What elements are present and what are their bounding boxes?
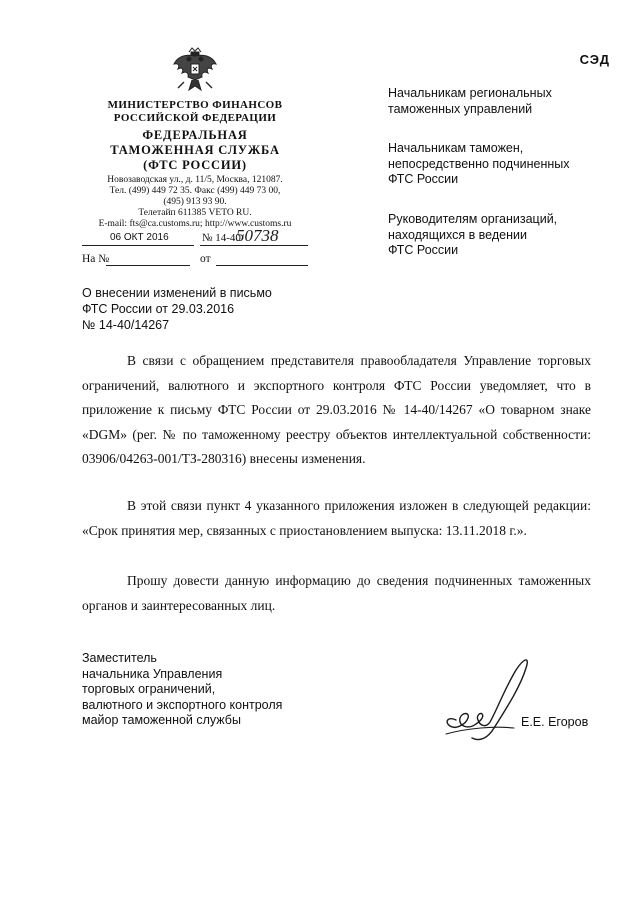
addressee-organizations: Руководителям организаций, находящихся в ведении ФТС России xyxy=(388,212,558,257)
registration-number-handwritten: 50738 xyxy=(236,226,279,245)
sed-mark: СЭД xyxy=(579,52,610,67)
double-headed-eagle-emblem-icon xyxy=(172,46,218,96)
body-paragraph-1: В связи с обращением представителя правообладателя Управление торговых ограничений, валютного и экспортного контроля ФТС России уведомляет, что в приложение к письму ФТС России от 29.03.2016 № 14-40/14267 «О товарном знаке «DGM» (рег. № по таможенному реестру объектов интеллектуальной собственности: 03906/04263-001/ТЗ-280316) внесены изменения. xyxy=(82,353,591,466)
letter-subject: О внесении изменений в письмо ФТС России от 29.03.2016 № 14-40/14267 xyxy=(82,286,272,332)
reference-number-line xyxy=(106,265,190,266)
contact-email-web: E-mail: fts@ca.customs.ru; http://www.customs.ru xyxy=(98,219,292,229)
addressee-regional: Начальникам региональных таможенных управлений xyxy=(388,86,552,116)
registration-line xyxy=(82,226,308,248)
body-paragraph-3: Прошу довести данную информацию до сведения подчиненных таможенных органов и заинтересованных лиц. xyxy=(82,573,591,613)
registration-number-label: № 14-40/ xyxy=(202,232,244,244)
registration-date-stamp: 06 ОКТ 2016 xyxy=(110,232,169,243)
reference-date-label: от xyxy=(200,253,211,265)
service-name: ФЕДЕРАЛЬНАЯ ТАМОЖЕННАЯ СЛУЖБА (ФТС РОССИИ) xyxy=(110,128,280,172)
body-paragraph-2: В этой связи пункт 4 указанного приложения изложен в следующей редакции: «Срок принятия мер, связанных с приостановлением выпуска: 13.11.2018 г.». xyxy=(82,498,591,538)
signer-position: Заместитель начальника Управления торговых ограничений, валютного и экспортного контроля майор таможенной службы xyxy=(82,651,283,727)
contact-details: Новозаводская ул., д. 11/5, Москва, 121087. Тел. (499) 449 72 35. Факс (499) 449 73 00, (495) 913 93 90. Телетайп 611385 VETO RU. E-mail: fts@ca.customs.ru; http://www.customs.ru xyxy=(82,175,308,230)
addressee-customs: Начальникам таможен, непосредственно подчиненных ФТС России xyxy=(388,141,570,186)
date-underline xyxy=(82,245,194,246)
reference-number-label: На № xyxy=(82,253,110,265)
ministry-name: МИНИСТЕРСТВО ФИНАНСОВ РОССИЙСКОЙ ФЕДЕРАЦИИ xyxy=(107,99,283,124)
signer-name: Е.Е. Егоров xyxy=(521,715,589,729)
number-underline xyxy=(200,245,308,246)
reference-date-line xyxy=(216,265,308,266)
handwritten-signature-icon xyxy=(438,650,544,750)
